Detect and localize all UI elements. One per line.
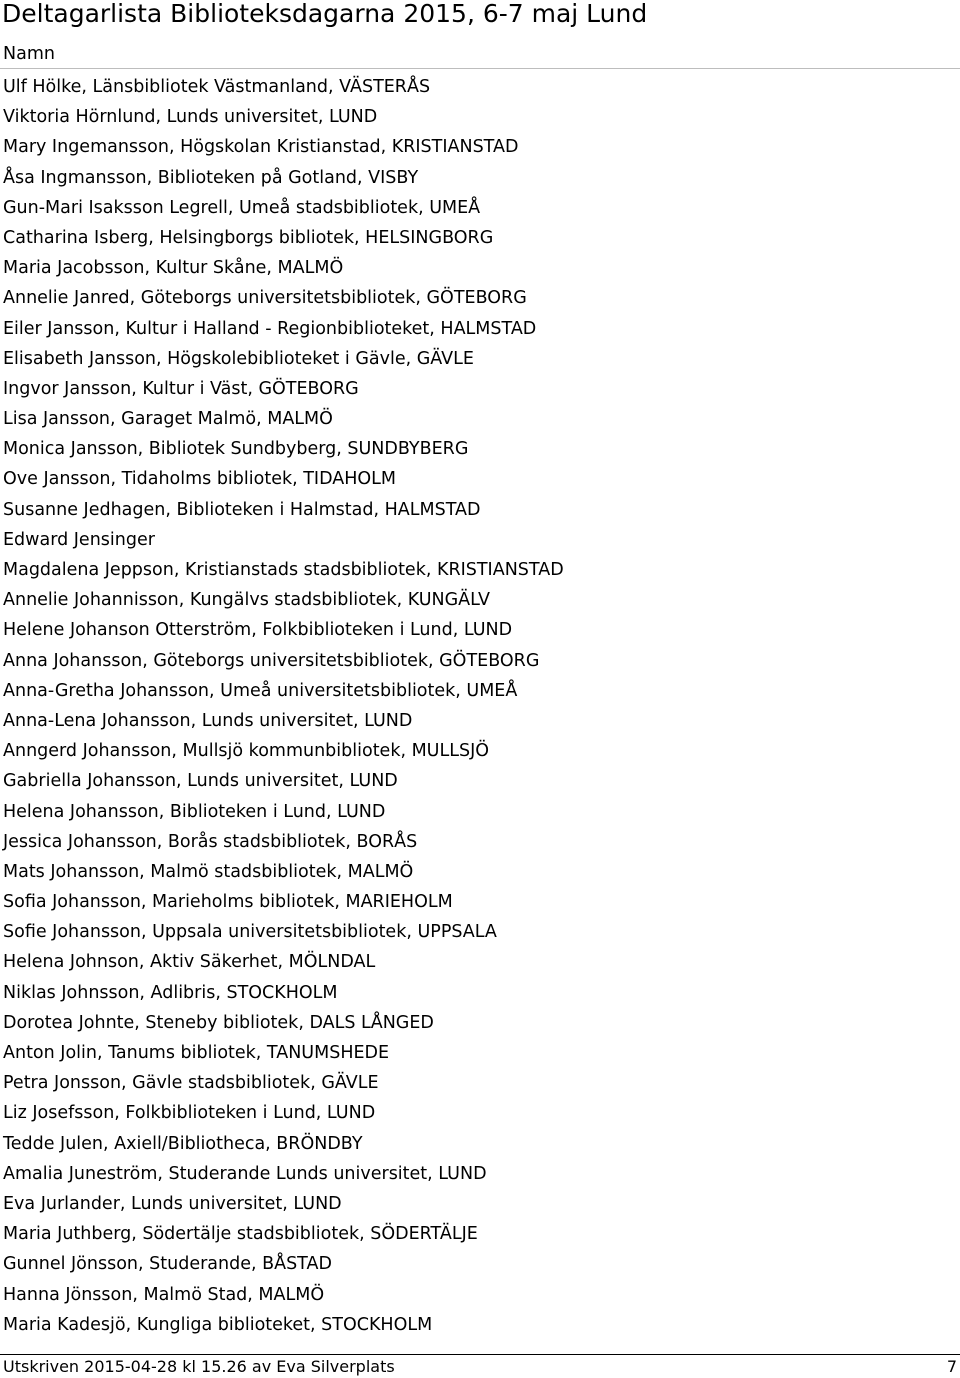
participant-row: Annelie Janred, Göteborgs universitetsbibliotek, GÖTEBORG xyxy=(3,288,527,309)
participant-row: Eiler Jansson, Kultur i Halland - Regionbiblioteket, HALMSTAD xyxy=(3,318,537,339)
print-info: Utskriven 2015-04-28 kl 15.26 av Eva Silverplats xyxy=(3,1357,395,1376)
participant-row: Catharina Isberg, Helsingborgs bibliotek, HELSINGBORG xyxy=(3,227,494,248)
participant-row: Gunnel Jönsson, Studerande, BÅSTAD xyxy=(3,1254,332,1275)
column-header xyxy=(0,40,960,69)
participant-row: Monica Jansson, Bibliotek Sundbyberg, SUNDBYBERG xyxy=(3,439,469,460)
participant-row: Lisa Jansson, Garaget Malmö, MALMÖ xyxy=(3,409,333,430)
participant-row: Mats Johansson, Malmö stadsbibliotek, MALMÖ xyxy=(3,861,414,882)
participant-row: Niklas Johnsson, Adlibris, STOCKHOLM xyxy=(3,982,338,1003)
participant-row: Ingvor Jansson, Kultur i Väst, GÖTEBORG xyxy=(3,378,359,399)
participant-row: Ulf Hölke, Länsbibliotek Västmanland, VÄSTERÅS xyxy=(3,77,431,97)
participant-row: Anton Jolin, Tanums bibliotek, TANUMSHEDE xyxy=(3,1043,390,1063)
column-header-label: Namn xyxy=(3,44,55,64)
participant-row: Helena Johnson, Aktiv Säkerhet, MÖLNDAL xyxy=(3,952,376,973)
participant-row: Eva Jurlander, Lunds universitet, LUND xyxy=(3,1193,342,1214)
participant-row: Helena Johansson, Biblioteken i Lund, LUND xyxy=(3,801,386,822)
participant-row: Elisabeth Jansson, Högskolebiblioteket i Gävle, GÄVLE xyxy=(3,348,474,369)
participant-row: Anngerd Johansson, Mullsjö kommunbibliotek, MULLSJÖ xyxy=(3,741,490,762)
participant-row: Edward Jensinger xyxy=(3,529,155,550)
participant-row: Susanne Jedhagen, Biblioteken i Halmstad, HALMSTAD xyxy=(3,499,481,520)
participant-row: Åsa Ingmansson, Biblioteken på Gotland, VISBY xyxy=(3,167,419,188)
participant-row: Anna-Lena Johansson, Lunds universitet, LUND xyxy=(3,710,413,731)
participant-row: Magdalena Jeppson, Kristianstads stadsbibliotek, KRISTIANSTAD xyxy=(3,560,564,580)
participant-row: Jessica Johansson, Borås stadsbibliotek, BORÅS xyxy=(3,831,418,852)
participant-row: Maria Juthberg, Södertälje stadsbibliotek, SÖDERTÄLJE xyxy=(3,1224,478,1245)
participant-row: Maria Jacobsson, Kultur Skåne, MALMÖ xyxy=(3,258,344,279)
participant-row: Anna Johansson, Göteborgs universitetsbibliotek, GÖTEBORG xyxy=(3,650,540,671)
participant-row: Anna-Gretha Johansson, Umeå universitetsbibliotek, UMEÅ xyxy=(3,680,518,701)
participant-list xyxy=(3,72,564,1340)
participant-row: Mary Ingemansson, Högskolan Kristianstad, KRISTIANSTAD xyxy=(3,137,519,158)
participant-row: Viktoria Hörnlund, Lunds universitet, LUND xyxy=(3,107,378,128)
participant-row: Liz Josefsson, Folkbiblioteken i Lund, LUND xyxy=(3,1103,376,1124)
participant-row: Tedde Julen, Axiell/Bibliotheca, BRÖNDBY xyxy=(3,1133,363,1154)
participant-row: Gun-Mari Isaksson Legrell, Umeå stadsbibliotek, UMEÅ xyxy=(3,197,481,218)
document-title: Deltagarlista Biblioteksdagarna 2015, 6-7 maj Lund xyxy=(2,0,648,28)
page-number: 7 xyxy=(946,1357,957,1376)
participant-row: Sofia Johansson, Marieholms bibliotek, MARIEHOLM xyxy=(3,892,453,913)
page-footer xyxy=(0,1354,960,1378)
participant-row: Annelie Johannisson, Kungälvs stadsbibliotek, KUNGÄLV xyxy=(3,590,490,611)
participant-row: Dorotea Johnte, Steneby bibliotek, DALS LÅNGED xyxy=(3,1012,434,1033)
participant-row: Petra Jonsson, Gävle stadsbibliotek, GÄVLE xyxy=(3,1073,379,1094)
participant-row: Gabriella Johansson, Lunds universitet, LUND xyxy=(3,771,398,792)
participant-row: Ove Jansson, Tidaholms bibliotek, TIDAHOLM xyxy=(3,469,396,490)
participant-row: Helene Johanson Otterström, Folkbiblioteken i Lund, LUND xyxy=(3,620,513,641)
participant-row: Sofie Johansson, Uppsala universitetsbibliotek, UPPSALA xyxy=(3,922,497,943)
participant-row: Maria Kadesjö, Kungliga biblioteket, STOCKHOLM xyxy=(3,1314,433,1335)
participant-row: Hanna Jönsson, Malmö Stad, MALMÖ xyxy=(3,1284,325,1305)
participant-row: Amalia Juneström, Studerande Lunds universitet, LUND xyxy=(3,1163,487,1184)
